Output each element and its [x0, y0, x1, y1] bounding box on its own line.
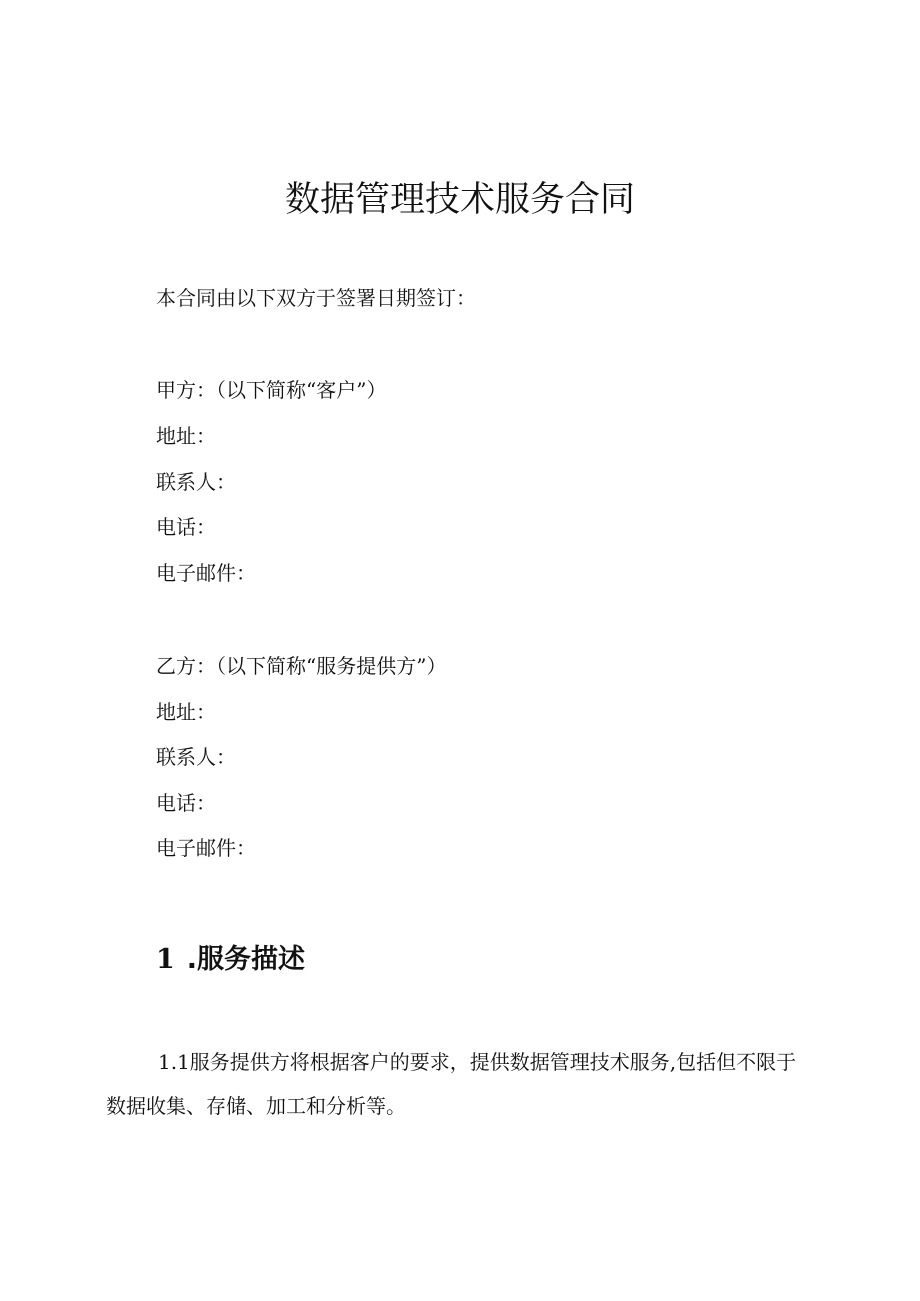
party-a-email-label: 电子邮件： — [156, 561, 256, 585]
section-1-heading — [156, 941, 305, 979]
intro-text: 本合同由以下双方于签署日期签订： — [156, 286, 476, 310]
party-a-contact-label: 联系人： — [156, 470, 236, 494]
party-b-email-label: 电子邮件： — [156, 836, 256, 860]
document-title: 数据管理技术服务合同 — [284, 180, 635, 220]
party-a-phone-label: 电话： — [156, 515, 216, 539]
section-1-number: 1 — [156, 944, 175, 975]
party-b-phone-label: 电话： — [156, 791, 216, 815]
party-b-heading: 乙方：（以下简称“服务提供方”） — [156, 654, 447, 678]
party-a-heading: 甲方：（以下简称“客户”） — [156, 378, 387, 402]
clause-1-1: 1.1服务提供方将根据客户的要求，提供数据管理技术服务,包括但不限于数据收集、存储、加工和分析等。 — [106, 1050, 797, 1118]
party-b-address-label: 地址： — [156, 700, 216, 724]
section-1-title: .服务描述 — [186, 944, 306, 975]
party-a-address-label: 地址： — [156, 424, 216, 448]
party-b-contact-label: 联系人： — [156, 745, 236, 769]
